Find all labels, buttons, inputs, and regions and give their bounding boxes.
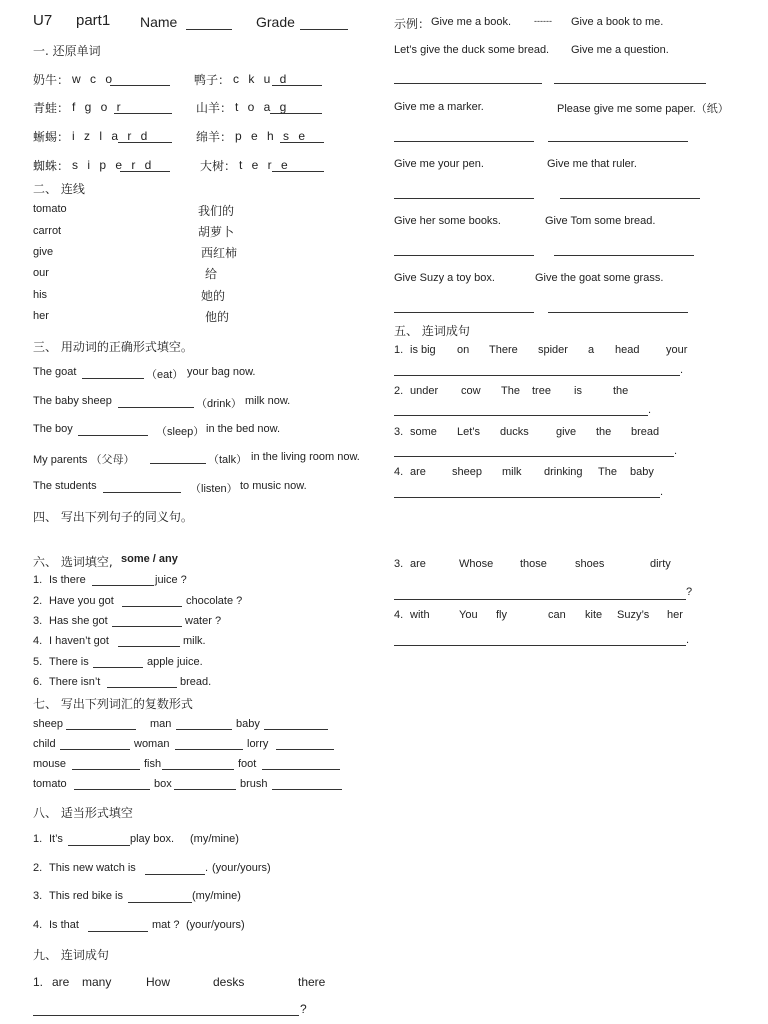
answer-blank[interactable] xyxy=(74,789,150,790)
word-token: Whose xyxy=(459,558,494,570)
word-token: the xyxy=(596,426,612,438)
end-punctuation: . xyxy=(660,486,664,498)
answer-blank[interactable] xyxy=(176,729,232,730)
item-number: 4. xyxy=(394,609,404,621)
answer-blank[interactable] xyxy=(145,874,205,875)
verb-hint: （sleep） xyxy=(156,426,205,438)
source-sentence: Give me your pen. xyxy=(394,158,484,170)
match-right-item[interactable]: 我们的 xyxy=(198,204,235,218)
answer-blank[interactable] xyxy=(270,113,322,114)
answer-line[interactable] xyxy=(394,198,534,199)
sentence-end: juice ? xyxy=(155,574,187,586)
unit-label: U7 xyxy=(33,12,53,29)
word-hint: 绵羊： xyxy=(196,130,233,144)
answer-blank[interactable] xyxy=(82,378,144,379)
end-punctuation: . xyxy=(648,404,652,416)
match-left-item[interactable]: tomato xyxy=(33,203,67,215)
word-token: The xyxy=(598,466,617,478)
sentence-start: Has she got xyxy=(49,615,108,627)
word-hint: 青蛙： xyxy=(33,101,70,115)
word-token: your xyxy=(666,344,688,356)
answer-blank[interactable] xyxy=(103,492,181,493)
end-punctuation: . xyxy=(680,364,684,376)
answer-blank[interactable] xyxy=(92,585,154,586)
answer-blank[interactable] xyxy=(276,749,334,750)
end-punctuation: ? xyxy=(686,586,693,598)
word-token: The xyxy=(501,385,520,397)
source-sentence: Give her some books. xyxy=(394,215,501,227)
answer-blank[interactable] xyxy=(66,729,136,730)
answer-line[interactable] xyxy=(394,415,648,416)
word-hint: 鸭子： xyxy=(194,73,231,87)
answer-blank[interactable] xyxy=(122,606,182,607)
sentence-start: There isn’t xyxy=(49,676,101,688)
answer-line[interactable] xyxy=(554,255,694,256)
source-sentence: Give me a marker. xyxy=(394,101,484,113)
sentence-end: mat ? xyxy=(152,919,180,931)
word-token: are xyxy=(52,975,70,989)
section-title: 九、 连词成句 xyxy=(33,948,109,962)
section-title: 二、 连线 xyxy=(33,182,85,196)
section-title: 三、 用动词的正确形式填空。 xyxy=(33,340,193,354)
sentence-start: The boy xyxy=(33,423,73,435)
answer-line[interactable] xyxy=(394,456,674,457)
word-token: tree xyxy=(532,385,551,397)
source-sentence: Let’s give the duck some bread. xyxy=(394,44,550,56)
sentence-start: The baby sheep xyxy=(33,395,112,407)
answer-blank[interactable] xyxy=(118,407,194,408)
sentence-start: My parents （父母） xyxy=(33,454,135,466)
verb-hint: （listen） xyxy=(190,483,238,495)
section-title: 五、 连词成句 xyxy=(394,324,470,338)
source-sentence: Give Tom some bread. xyxy=(545,215,656,227)
example-label: 示例： xyxy=(394,17,431,31)
word-token: on xyxy=(457,344,470,356)
answer-blank[interactable] xyxy=(272,171,324,172)
plural-word: child xyxy=(33,738,56,750)
word-token: there xyxy=(298,975,326,989)
answer-line[interactable] xyxy=(394,375,680,376)
sentence-end: chocolate ? xyxy=(186,595,243,607)
plural-word: mouse xyxy=(33,758,67,770)
plural-word: box xyxy=(154,778,172,790)
answer-blank[interactable] xyxy=(120,171,170,172)
section-title-bold: some / any xyxy=(121,553,178,565)
answer-line[interactable] xyxy=(394,497,660,498)
answer-line[interactable] xyxy=(394,312,534,313)
grade-label: Grade xyxy=(256,14,295,30)
answer-blank[interactable] xyxy=(112,626,182,627)
word-hint: 蜘蛛： xyxy=(33,159,70,173)
word-token: her xyxy=(667,609,683,621)
word-hint: (your/yours) xyxy=(186,919,245,931)
item-number: 3. xyxy=(33,615,43,627)
word-token: some xyxy=(410,426,437,438)
answer-blank[interactable] xyxy=(272,789,342,790)
word-hint: 蜥蜴： xyxy=(33,130,70,144)
match-right-item[interactable]: 胡萝卜 xyxy=(198,225,235,239)
end-punctuation: ? xyxy=(300,1002,307,1016)
match-right-item[interactable]: 给 xyxy=(205,267,218,281)
sentence-start: Is that xyxy=(49,919,79,931)
sentence-end: your bag now. xyxy=(187,366,256,378)
answer-blank[interactable] xyxy=(262,769,340,770)
word-token: those xyxy=(520,558,547,570)
word-token: How xyxy=(146,975,171,989)
answer-line[interactable] xyxy=(394,255,534,256)
scrambled-letters: f g o r xyxy=(72,100,124,114)
word-token: You xyxy=(459,609,478,621)
sentence-start: There is xyxy=(49,656,89,668)
scrambled-letters: w c o xyxy=(72,72,116,86)
answer-blank[interactable] xyxy=(78,435,148,436)
answer-line[interactable] xyxy=(394,599,686,600)
match-left-item[interactable]: his xyxy=(33,289,48,301)
word-token: a xyxy=(588,344,595,356)
word-hint: 奶牛： xyxy=(33,73,70,87)
section-title: 六、 选词填空, xyxy=(33,555,113,569)
answer-line[interactable] xyxy=(394,83,542,84)
sentence-end: milk now. xyxy=(245,395,291,407)
match-right-item[interactable]: 西红柿 xyxy=(201,246,238,260)
sentence-start: This new watch is xyxy=(49,862,136,874)
section-title: 七、 写出下列词汇的复数形式 xyxy=(33,697,193,711)
item-number: 5. xyxy=(33,656,43,668)
verb-hint: （eat） xyxy=(146,369,184,381)
item-number: 1. xyxy=(394,344,404,356)
answer-blank[interactable] xyxy=(118,142,172,143)
match-right-item[interactable]: 她的 xyxy=(201,289,226,303)
answer-line[interactable] xyxy=(554,83,706,84)
sentence-end: in the living room now. xyxy=(251,451,360,463)
match-left-item[interactable]: her xyxy=(33,310,49,322)
word-token: are xyxy=(410,466,426,478)
example-answer: Give a book to me. xyxy=(571,16,664,28)
item-number: 6. xyxy=(33,676,43,688)
source-sentence: Please give me some paper.（纸） xyxy=(557,103,729,115)
answer-blank[interactable] xyxy=(280,142,324,143)
answer-blank[interactable] xyxy=(272,85,322,86)
scrambled-letters: p e h s e xyxy=(235,129,309,143)
word-token: desks xyxy=(213,975,245,989)
verb-hint: （drink） xyxy=(196,398,242,410)
word-hint: (my/mine) xyxy=(192,890,241,902)
answer-blank[interactable] xyxy=(107,687,177,688)
item-number: 3. xyxy=(394,558,404,570)
grade-blank[interactable] xyxy=(300,29,348,30)
item-number: 4. xyxy=(33,919,43,931)
answer-blank[interactable] xyxy=(162,769,234,770)
example-dash: ------ xyxy=(534,16,552,26)
word-token: dirty xyxy=(650,558,671,570)
answer-blank[interactable] xyxy=(93,667,143,668)
section-title: 一. 还原单词 xyxy=(33,44,101,58)
answer-blank[interactable] xyxy=(175,749,243,750)
word-token: many xyxy=(82,975,112,989)
match-left-item[interactable]: give xyxy=(33,246,54,258)
answer-blank[interactable] xyxy=(68,845,130,846)
item-number: 2. xyxy=(394,385,404,397)
plural-word: brush xyxy=(240,778,268,790)
answer-line[interactable] xyxy=(33,1015,299,1016)
sentence-end: apple juice. xyxy=(147,656,203,668)
sentence-end: play box. xyxy=(130,833,175,845)
plural-word: woman xyxy=(134,738,170,750)
plural-word: tomato xyxy=(33,778,67,790)
answer-blank[interactable] xyxy=(118,646,180,647)
sentence-end: milk. xyxy=(183,635,206,647)
answer-line[interactable] xyxy=(560,198,700,199)
word-hint: (your/yours) xyxy=(212,862,271,874)
scrambled-letters: t o a g xyxy=(235,100,290,114)
scrambled-letters: t e r e xyxy=(239,158,291,172)
answer-blank[interactable] xyxy=(128,902,192,903)
scrambled-letters: s i p e r d xyxy=(72,158,155,172)
sentence-start: Is there xyxy=(49,574,86,586)
section-title: 八、 适当形式填空 xyxy=(33,806,133,820)
answer-blank[interactable] xyxy=(174,789,236,790)
plural-word: fish xyxy=(144,758,162,770)
match-right-item[interactable]: 他的 xyxy=(205,310,230,324)
word-token: cow xyxy=(461,385,481,397)
answer-line[interactable] xyxy=(548,312,688,313)
word-token: fly xyxy=(496,609,507,621)
plural-word: lorry xyxy=(247,738,269,750)
answer-line[interactable] xyxy=(548,141,688,142)
word-token: spider xyxy=(538,344,568,356)
match-left-item[interactable]: carrot xyxy=(33,225,62,237)
sentence-start: This red bike is xyxy=(49,890,123,902)
match-left-item[interactable]: our xyxy=(33,267,49,279)
answer-blank[interactable] xyxy=(72,769,140,770)
word-token: bread xyxy=(631,426,660,438)
item-number: 2. xyxy=(33,595,43,607)
word-token: is big xyxy=(410,344,436,356)
end-punctuation: . xyxy=(674,445,678,457)
answer-blank[interactable] xyxy=(114,113,172,114)
plural-word: man xyxy=(150,718,172,730)
sentence-end: water ? xyxy=(185,615,222,627)
word-token: give xyxy=(556,426,577,438)
answer-blank[interactable] xyxy=(88,931,148,932)
word-token: baby xyxy=(630,466,654,478)
name-blank[interactable] xyxy=(186,29,232,30)
source-sentence: Give me that ruler. xyxy=(547,158,637,170)
word-token: Let’s xyxy=(457,426,481,438)
item-number: 3. xyxy=(33,890,43,902)
sentence-start: The students xyxy=(33,480,97,492)
sentence-end: in the bed now. xyxy=(206,423,281,435)
word-token: ducks xyxy=(500,426,529,438)
item-number: 1. xyxy=(33,833,43,845)
word-hint: 山羊： xyxy=(196,101,233,115)
scrambled-letters: c k u d xyxy=(233,72,290,86)
item-number: 3. xyxy=(394,426,404,438)
word-token: can xyxy=(548,609,566,621)
section-title-synonym-sentences: 四、 写出下列句子的同义句。 xyxy=(33,510,193,524)
plural-word: baby xyxy=(236,718,260,730)
name-label: Name xyxy=(140,14,178,30)
answer-line[interactable] xyxy=(394,141,534,142)
answer-line[interactable] xyxy=(394,645,686,646)
word-token: with xyxy=(410,609,430,621)
word-token: is xyxy=(574,385,582,397)
sentence-end: . xyxy=(205,862,209,874)
source-sentence: Give Suzy a toy box. xyxy=(394,272,495,284)
answer-blank[interactable] xyxy=(150,463,206,464)
plural-word: foot xyxy=(238,758,257,770)
word-token: under xyxy=(410,385,439,397)
sentence-start: It’s xyxy=(49,833,63,845)
word-token: are xyxy=(410,558,426,570)
word-token: head xyxy=(615,344,640,356)
answer-blank[interactable] xyxy=(110,85,170,86)
word-token: drinking xyxy=(544,466,583,478)
word-hint: (my/mine) xyxy=(190,833,239,845)
word-token: shoes xyxy=(575,558,605,570)
source-sentence: Give me a question. xyxy=(571,44,669,56)
item-number: 1. xyxy=(33,574,43,586)
answer-blank[interactable] xyxy=(60,749,130,750)
word-hint: 大树： xyxy=(200,159,237,173)
source-sentence: Give the goat some grass. xyxy=(535,272,664,284)
verb-hint: （talk） xyxy=(208,454,248,466)
word-token: milk xyxy=(502,466,522,478)
item-number: 1. xyxy=(33,975,44,989)
answer-blank[interactable] xyxy=(264,729,328,730)
scrambled-letters: i z l a r d xyxy=(72,129,151,143)
item-number: 2. xyxy=(33,862,43,874)
sentence-start: I haven’t got xyxy=(49,635,109,647)
word-token: kite xyxy=(585,609,603,621)
word-token: sheep xyxy=(452,466,482,478)
plural-word: sheep xyxy=(33,718,63,730)
sentence-end: bread. xyxy=(180,676,212,688)
sentence-start: The goat xyxy=(33,366,77,378)
item-number: 4. xyxy=(394,466,404,478)
sentence-end: to music now. xyxy=(240,480,307,492)
part-label: part1 xyxy=(76,12,111,29)
sentence-start: Have you got xyxy=(49,595,114,607)
word-token: the xyxy=(613,385,629,397)
end-punctuation: . xyxy=(686,634,690,646)
word-token: There xyxy=(489,344,518,356)
word-token: Suzy’s xyxy=(617,609,650,621)
item-number: 4. xyxy=(33,635,43,647)
example-sentence: Give me a book. xyxy=(431,16,512,28)
